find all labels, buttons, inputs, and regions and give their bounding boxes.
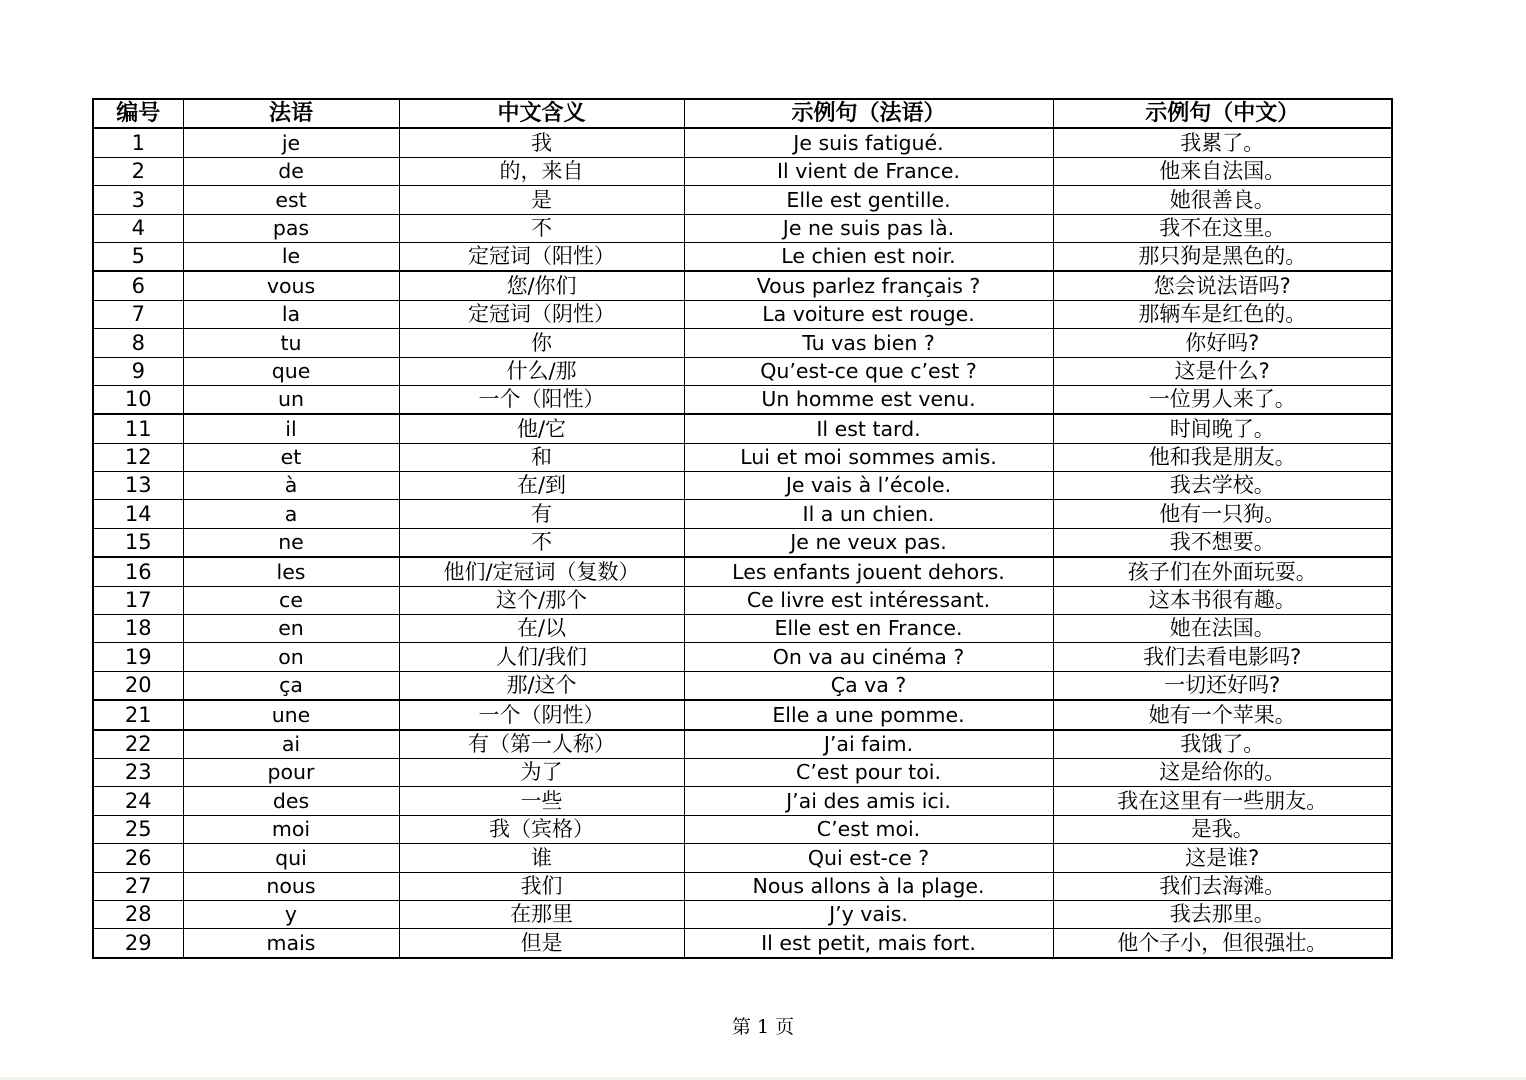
cell-example-french: Je suis fatigué.: [684, 128, 1053, 157]
cell-example-french: Je ne veux pas.: [684, 528, 1053, 557]
cell-chinese-meaning: 有: [399, 500, 684, 528]
cell-example-french: Le chien est noir.: [684, 242, 1053, 271]
cell-chinese-meaning: 一个（阳性）: [399, 385, 684, 414]
cell-chinese-meaning: 一个（阴性）: [399, 700, 684, 729]
cell-example-french: Qu’est-ce que c’est ?: [684, 357, 1053, 385]
cell-chinese-meaning: 谁: [399, 844, 684, 872]
cell-french-word: pour: [183, 758, 399, 786]
cell-french-word: est: [183, 186, 399, 214]
cell-example-french: Les enfants jouent dehors.: [684, 557, 1053, 586]
table-row: [93, 643, 1392, 671]
cell-french-word: et: [183, 443, 399, 471]
cell-example-chinese: 这本书很有趣。: [1053, 586, 1392, 614]
cell-example-french: Ça va ?: [684, 671, 1053, 700]
cell-example-chinese: 我不在这里。: [1053, 214, 1392, 242]
table-row: [93, 214, 1392, 242]
cell-chinese-meaning: 的，来自: [399, 157, 684, 185]
cell-chinese-meaning: 我们: [399, 872, 684, 900]
cell-number: 23: [93, 758, 183, 786]
cell-chinese-meaning: 我: [399, 128, 684, 157]
cell-example-french: J’ai des amis ici.: [684, 787, 1053, 815]
cell-number: 25: [93, 815, 183, 843]
cell-example-french: J’y vais.: [684, 900, 1053, 928]
table-row: [93, 758, 1392, 786]
cell-chinese-meaning: 为了: [399, 758, 684, 786]
cell-chinese-meaning: 他们/定冠词（复数）: [399, 557, 684, 586]
cell-example-chinese: 她很善良。: [1053, 186, 1392, 214]
cell-example-french: Tu vas bien ?: [684, 329, 1053, 357]
table-row: [93, 271, 1392, 300]
cell-chinese-meaning: 有（第一人称）: [399, 730, 684, 759]
cell-example-chinese: 我在这里有一些朋友。: [1053, 787, 1392, 815]
cell-number: 3: [93, 186, 183, 214]
cell-french-word: y: [183, 900, 399, 928]
cell-number: 10: [93, 385, 183, 414]
cell-example-french: Vous parlez français ?: [684, 271, 1053, 300]
cell-french-word: en: [183, 615, 399, 643]
cell-example-chinese: 他来自法国。: [1053, 157, 1392, 185]
cell-chinese-meaning: 但是: [399, 929, 684, 958]
cell-number: 1: [93, 128, 183, 157]
table-row: [93, 300, 1392, 328]
header-chinese-meaning: 中文含义: [399, 99, 684, 128]
cell-example-chinese: 他有一只狗。: [1053, 500, 1392, 528]
cell-chinese-meaning: 是: [399, 186, 684, 214]
table-row: [93, 586, 1392, 614]
cell-example-french: Nous allons à la plage.: [684, 872, 1053, 900]
cell-number: 19: [93, 643, 183, 671]
cell-example-chinese: 孩子们在外面玩耍。: [1053, 557, 1392, 586]
cell-chinese-meaning: 定冠词（阴性）: [399, 300, 684, 328]
cell-french-word: mais: [183, 929, 399, 958]
cell-chinese-meaning: 我（宾格）: [399, 815, 684, 843]
cell-french-word: le: [183, 242, 399, 271]
table-body: [93, 128, 1392, 957]
table-row: [93, 929, 1392, 958]
table-header-row: [93, 99, 1392, 128]
header-example-french: 示例句（法语）: [684, 99, 1053, 128]
table-row: [93, 844, 1392, 872]
cell-example-french: Un homme est venu.: [684, 385, 1053, 414]
cell-example-french: Elle est en France.: [684, 615, 1053, 643]
cell-example-chinese: 她在法国。: [1053, 615, 1392, 643]
cell-example-chinese: 这是谁?: [1053, 844, 1392, 872]
cell-example-french: Qui est-ce ?: [684, 844, 1053, 872]
cell-example-french: Ce livre est intéressant.: [684, 586, 1053, 614]
cell-example-chinese: 我累了。: [1053, 128, 1392, 157]
table-row: [93, 671, 1392, 700]
cell-french-word: des: [183, 787, 399, 815]
table-row: [93, 615, 1392, 643]
cell-number: 27: [93, 872, 183, 900]
cell-example-chinese: 您会说法语吗?: [1053, 271, 1392, 300]
cell-example-chinese: 他和我是朋友。: [1053, 443, 1392, 471]
cell-example-chinese: 我饿了。: [1053, 730, 1392, 759]
table-row: [93, 443, 1392, 471]
cell-french-word: une: [183, 700, 399, 729]
cell-number: 18: [93, 615, 183, 643]
cell-example-chinese: 她有一个苹果。: [1053, 700, 1392, 729]
cell-french-word: il: [183, 414, 399, 443]
cell-example-french: Il est petit, mais fort.: [684, 929, 1053, 958]
table-row: [93, 128, 1392, 157]
cell-french-word: pas: [183, 214, 399, 242]
cell-french-word: nous: [183, 872, 399, 900]
cell-number: 24: [93, 787, 183, 815]
cell-chinese-meaning: 不: [399, 528, 684, 557]
cell-french-word: que: [183, 357, 399, 385]
cell-french-word: à: [183, 472, 399, 500]
cell-example-chinese: 这是什么?: [1053, 357, 1392, 385]
table-row: [93, 900, 1392, 928]
cell-chinese-meaning: 您/你们: [399, 271, 684, 300]
table-row: [93, 787, 1392, 815]
header-french: 法语: [183, 99, 399, 128]
cell-chinese-meaning: 在/以: [399, 615, 684, 643]
cell-example-french: Je vais à l’école.: [684, 472, 1053, 500]
cell-example-french: Elle est gentille.: [684, 186, 1053, 214]
cell-french-word: ai: [183, 730, 399, 759]
page-number: 第 1 页: [731, 1016, 795, 1038]
cell-example-french: Il est tard.: [684, 414, 1053, 443]
cell-example-french: La voiture est rouge.: [684, 300, 1053, 328]
cell-example-chinese: 时间晚了。: [1053, 414, 1392, 443]
cell-chinese-meaning: 人们/我们: [399, 643, 684, 671]
cell-example-chinese: 我去那里。: [1053, 900, 1392, 928]
cell-french-word: on: [183, 643, 399, 671]
cell-french-word: de: [183, 157, 399, 185]
table-row: [93, 329, 1392, 357]
cell-chinese-meaning: 在那里: [399, 900, 684, 928]
cell-number: 17: [93, 586, 183, 614]
table-row: [93, 186, 1392, 214]
cell-example-chinese: 这是给你的。: [1053, 758, 1392, 786]
table-row: [93, 414, 1392, 443]
cell-french-word: qui: [183, 844, 399, 872]
cell-chinese-meaning: 什么/那: [399, 357, 684, 385]
cell-example-french: Il a un chien.: [684, 500, 1053, 528]
table-row: [93, 872, 1392, 900]
cell-chinese-meaning: 不: [399, 214, 684, 242]
cell-number: 16: [93, 557, 183, 586]
cell-number: 12: [93, 443, 183, 471]
cell-chinese-meaning: 你: [399, 329, 684, 357]
cell-number: 4: [93, 214, 183, 242]
table-row: [93, 557, 1392, 586]
cell-example-french: C’est moi.: [684, 815, 1053, 843]
cell-chinese-meaning: 和: [399, 443, 684, 471]
cell-example-chinese: 是我。: [1053, 815, 1392, 843]
cell-example-french: Elle a une pomme.: [684, 700, 1053, 729]
cell-number: 28: [93, 900, 183, 928]
table-row: [93, 730, 1392, 759]
cell-french-word: ça: [183, 671, 399, 700]
header-number: 编号: [93, 99, 183, 128]
cell-number: 29: [93, 929, 183, 958]
cell-french-word: ne: [183, 528, 399, 557]
cell-french-word: vous: [183, 271, 399, 300]
cell-number: 7: [93, 300, 183, 328]
cell-example-french: Lui et moi sommes amis.: [684, 443, 1053, 471]
cell-french-word: a: [183, 500, 399, 528]
header-example-chinese: 示例句（中文）: [1053, 99, 1392, 128]
cell-example-chinese: 一切还好吗?: [1053, 671, 1392, 700]
cell-example-chinese: 他个子小，但很强壮。: [1053, 929, 1392, 958]
cell-example-chinese: 我去学校。: [1053, 472, 1392, 500]
table-row: [93, 472, 1392, 500]
table-row: [93, 357, 1392, 385]
cell-number: 6: [93, 271, 183, 300]
cell-french-word: moi: [183, 815, 399, 843]
cell-example-french: Il vient de France.: [684, 157, 1053, 185]
cell-french-word: je: [183, 128, 399, 157]
cell-number: 13: [93, 472, 183, 500]
table-row: [93, 528, 1392, 557]
cell-french-word: ce: [183, 586, 399, 614]
table-row: [93, 815, 1392, 843]
cell-french-word: les: [183, 557, 399, 586]
cell-number: 11: [93, 414, 183, 443]
cell-chinese-meaning: 一些: [399, 787, 684, 815]
table-row: [93, 385, 1392, 414]
cell-number: 20: [93, 671, 183, 700]
cell-chinese-meaning: 那/这个: [399, 671, 684, 700]
cell-example-chinese: 那只狗是黑色的。: [1053, 242, 1392, 271]
cell-french-word: la: [183, 300, 399, 328]
cell-chinese-meaning: 定冠词（阳性）: [399, 242, 684, 271]
cell-french-word: un: [183, 385, 399, 414]
cell-chinese-meaning: 在/到: [399, 472, 684, 500]
table-row: [93, 700, 1392, 729]
cell-example-chinese: 我不想要。: [1053, 528, 1392, 557]
cell-number: 21: [93, 700, 183, 729]
cell-number: 22: [93, 730, 183, 759]
cell-example-french: On va au cinéma ?: [684, 643, 1053, 671]
table-row: [93, 242, 1392, 271]
table-row: [93, 500, 1392, 528]
cell-number: 8: [93, 329, 183, 357]
table-row: [93, 157, 1392, 185]
cell-example-chinese: 你好吗?: [1053, 329, 1392, 357]
cell-chinese-meaning: 他/它: [399, 414, 684, 443]
cell-number: 15: [93, 528, 183, 557]
cell-example-french: J’ai faim.: [684, 730, 1053, 759]
cell-example-chinese: 那辆车是红色的。: [1053, 300, 1392, 328]
cell-example-chinese: 我们去看电影吗?: [1053, 643, 1392, 671]
cell-example-french: Je ne suis pas là.: [684, 214, 1053, 242]
cell-example-chinese: 一位男人来了。: [1053, 385, 1392, 414]
cell-number: 5: [93, 242, 183, 271]
cell-chinese-meaning: 这个/那个: [399, 586, 684, 614]
cell-number: 14: [93, 500, 183, 528]
cell-example-chinese: 我们去海滩。: [1053, 872, 1392, 900]
cell-example-french: C’est pour toi.: [684, 758, 1053, 786]
cell-french-word: tu: [183, 329, 399, 357]
cell-number: 2: [93, 157, 183, 185]
cell-number: 26: [93, 844, 183, 872]
vocabulary-table: [92, 98, 1393, 959]
cell-number: 9: [93, 357, 183, 385]
